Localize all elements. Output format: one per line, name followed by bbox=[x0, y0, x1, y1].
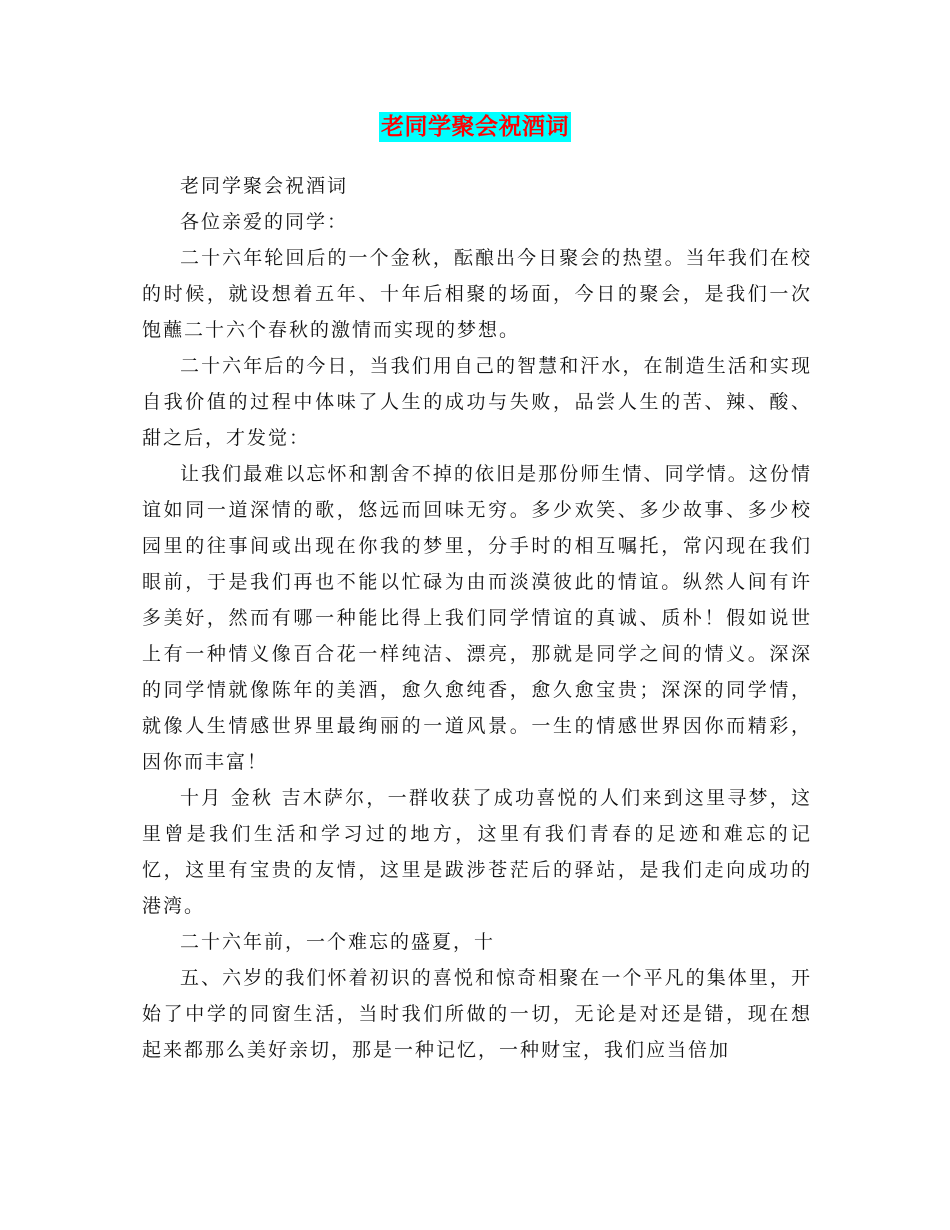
document-title: 老同学聚会祝酒词 bbox=[381, 113, 569, 140]
document-body bbox=[142, 168, 812, 1068]
paragraph: 五、六岁的我们怀着初识的喜悦和惊奇相聚在一个平凡的集体里，开始了中学的同窗生活，当时我们所做的一切，无论是对还是错，现在想起来都那么美好亲切，那是一种记忆，一种财宝，我们应当倍加 bbox=[142, 967, 812, 1061]
paragraph: 二十六年轮回后的一个金秋，酝酿出今日聚会的热望。当年我们在校的时候，就设想着五年、十年后相聚的场面，今日的聚会，是我们一次饱蘸二十六个春秋的激情而实现的梦想。 bbox=[142, 247, 812, 341]
paragraph: 十月 金秋 吉木萨尔，一群收获了成功喜悦的人们来到这里寻梦，这里曾是我们生活和学习过的地方，这里有我们青春的足迹和难忘的记忆，这里有宝贵的友情，这里是跋涉苍茫后的驿站，是我们走向成功的港湾。 bbox=[142, 787, 812, 917]
title-wrapper bbox=[0, 112, 950, 142]
paragraph-subtitle: 老同学聚会祝酒词 bbox=[180, 175, 349, 197]
paragraph: 二十六年后的今日，当我们用自己的智慧和汗水，在制造生活和实现自我价值的过程中体味了人生的成功与失败，品尝人生的苦、辣、酸、甜之后，才发觉： bbox=[142, 355, 812, 449]
paragraph-salutation: 各位亲爱的同学： bbox=[180, 211, 349, 233]
paragraph: 让我们最难以忘怀和割舍不掉的依旧是那份师生情、同学情。这份情谊如同一道深情的歌，悠远而回味无穷。多少欢笑、多少故事、多少校园里的往事间或出现在你我的梦里，分手时的相互嘱托，常闪现在我们眼前，于是我们再也不能以忙碌为由而淡漠彼此的情谊。纵然人间有许多美好，然而有哪一种能比得上我们同学情谊的真诚、质朴！假如说世上有一种情义像百合花一样纯洁、漂亮，那就是同学之间的情义。深深的同学情就像陈年的美酒，愈久愈纯香，愈久愈宝贵；深深的同学情，就像人生情感世界里最绚丽的一道风景。一生的情感世界因你而精彩，因你而丰富！ bbox=[142, 463, 812, 773]
paragraph: 二十六年前，一个难忘的盛夏，十 bbox=[180, 931, 496, 953]
